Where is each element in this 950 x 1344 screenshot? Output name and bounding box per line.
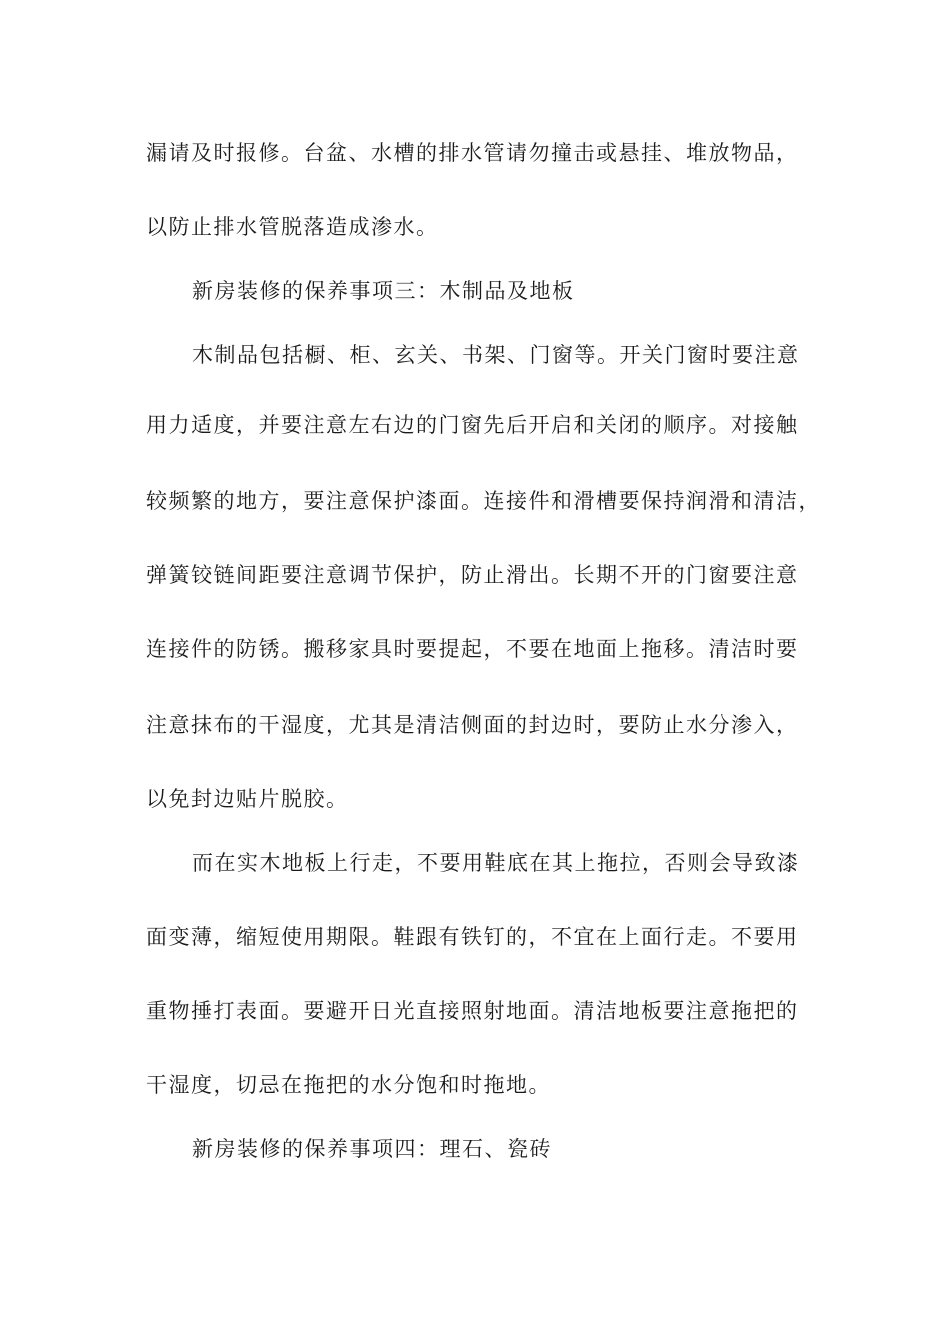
paragraph-line: 木制品包括橱、柜、玄关、书架、门窗等。开关门窗时要注意 — [192, 343, 800, 367]
paragraph-line: 重物捶打表面。要避开日光直接照射地面。清洁地板要注意拖把的 — [146, 999, 799, 1023]
section-heading: 新房装修的保养事项三：木制品及地板 — [192, 279, 575, 303]
paragraph-line: 用力适度，并要注意左右边的门窗先后开启和关闭的顺序。对接触 — [146, 413, 799, 437]
paragraph-line: 以防止排水管脱落造成渗水。 — [146, 215, 439, 239]
paragraph-line: 以免封边贴片脱胶。 — [146, 787, 349, 811]
paragraph-line: 干湿度，切忌在拖把的水分饱和时拖地。 — [146, 1073, 551, 1097]
section-heading: 新房装修的保养事项四：理石、瓷砖 — [192, 1137, 552, 1161]
paragraph-line: 较频繁的地方，要注意保护漆面。连接件和滑槽要保持润滑和清洁， — [146, 489, 821, 513]
paragraph-line: 漏请及时报修。台盆、水槽的排水管请勿撞击或悬挂、堆放物品， — [146, 141, 799, 165]
paragraph-line: 弹簧铰链间距要注意调节保护，防止滑出。长期不开的门窗要注意 — [146, 563, 799, 587]
paragraph-line: 注意抹布的干湿度，尤其是清洁侧面的封边时，要防止水分渗入， — [146, 713, 799, 737]
paragraph-line: 面变薄，缩短使用期限。鞋跟有铁钉的，不宜在上面行走。不要用 — [146, 925, 799, 949]
paragraph-line: 而在实木地板上行走，不要用鞋底在其上拖拉，否则会导致漆 — [192, 851, 800, 875]
paragraph-line: 连接件的防锈。搬移家具时要提起，不要在地面上拖移。清洁时要 — [146, 637, 799, 661]
